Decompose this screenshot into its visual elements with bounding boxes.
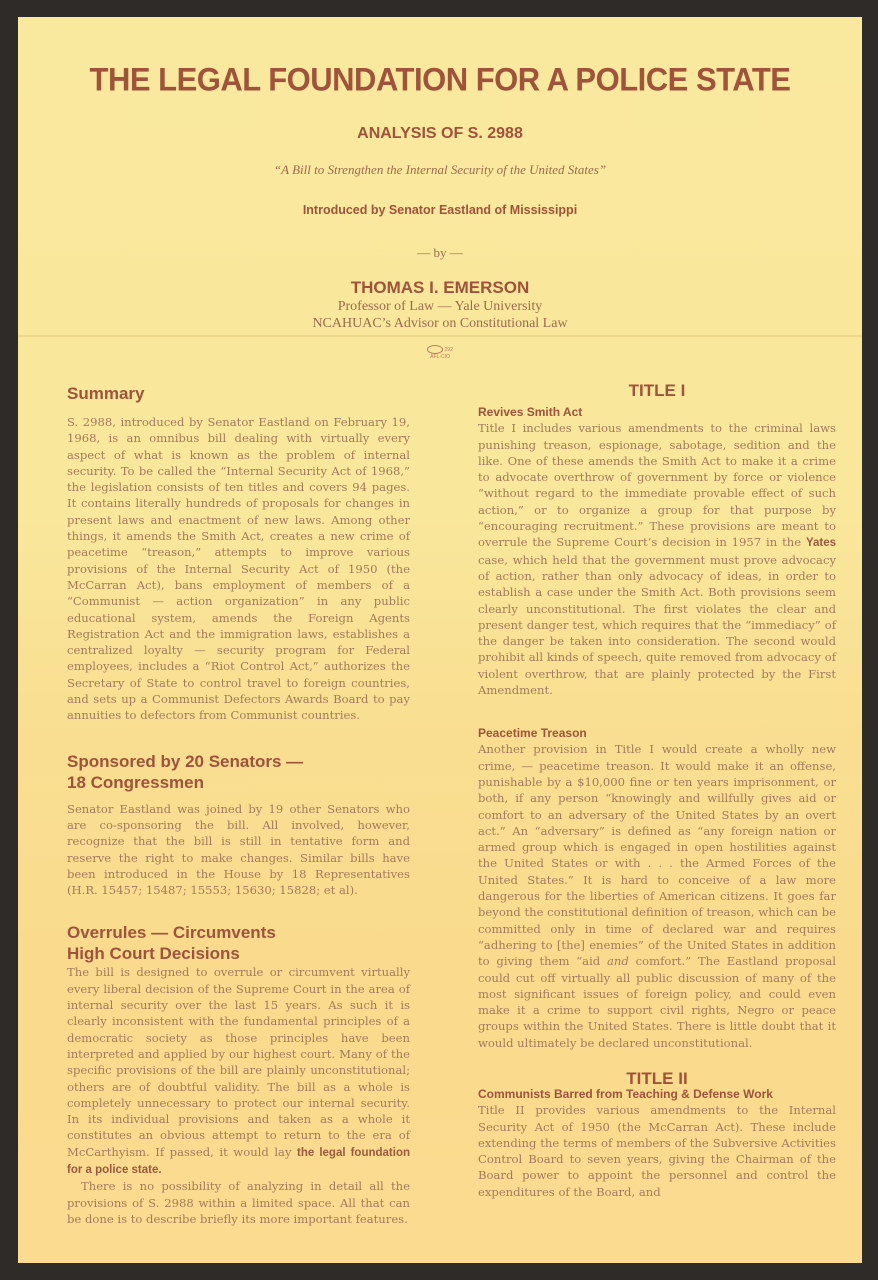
treason-text-1: Another provision in Title I would create a wholly new crime, — peacetime treason. It would make it an offense, punishable by a $10,000 fine or ten years imprisonment, or both, if any person “knowingly and willfully gives aid or comfort to an adversary of the United States by an overt act.” An “adversary” is defined as “any foreign nation or armed group which is engaged in open hostilities against the United States or with . . . the Armed Forces of the United States.” It is hard to conceive of a law more dangerous for the liberties of American citizens. It goes far beyond the constitutional definition of treason, which can be committed only in time of declared war and requires “adhering to [the] enemies” of the United States in addition to giving them “aid [478, 742, 836, 969]
treason-text-2: comfort.” The Eastland proposal could cut off virtually all public discussion of many of the most significant issues of foreign policy, and could even make it a crime to support civil rights, Negro or peace groups within the United States. There is little doubt that it would ultimately be declared unconstitutional. [478, 954, 836, 1050]
bill-quote: “A Bill to Strengthen the Internal Security of the United States” [273, 162, 607, 177]
peacetime-treason-body [478, 741, 836, 1051]
yates-case-emphasis: Yates [805, 537, 836, 550]
peacetime-treason-subheading: Peacetime Treason [478, 726, 587, 741]
title-2-heading: TITLE II [626, 1068, 688, 1088]
author-title-2: NCAHUAC’s Advisor on Constitutional Law [312, 316, 568, 331]
union-bug-icon [427, 345, 443, 354]
sponsored-body: Senator Eastland was joined by 19 other Senators who are co-sponsoring the bill. All involved, however, recognize that the bill is still in tentative form and reserve the right to make changes. Similar bills have been introduced in the House by 18 Representatives (H.R. 15457; 15487; 15553; 15630; 15828; et al). [67, 801, 410, 898]
police-state-emphasis: the legal foundation for a police state. [67, 1146, 410, 1176]
introduced-by: Introduced by Senator Eastland of Mississippi [302, 203, 578, 217]
document-page [18, 17, 862, 1263]
sponsored-heading-line-2: 18 Congressmen [67, 772, 204, 792]
by-line: — by — [417, 245, 463, 260]
document-subtitle: ANALYSIS OF S. 2988 [357, 125, 523, 142]
union-bug-number: 292 [444, 346, 453, 353]
author-title-1: Professor of Law — Yale University [337, 299, 543, 314]
right-column [478, 383, 836, 1200]
smith-act-body [478, 420, 836, 698]
title-2-subheading: Communists Barred from Teaching & Defense Work [478, 1087, 773, 1102]
title-1-heading: TITLE I [628, 381, 686, 400]
summary-body: S. 2988, introduced by Senator Eastland on February 19, 1968, is an omnibus bill dealing with virtually every aspect of what is known as the problem of internal security. To be called the “Internal Security Act of 1968,” the legislation consists of ten titles and covers 94 pages. It contains literally hundreds of proposals for changes in present laws and enactment of new laws. Among other things, it amends the Smith Act, creates a new crime of peacetime “treason,” attempts to improve various provisions of the Internal Security Act of 1950 (the McCarran Act), bans employment of members of a “Communist — action organization” in any public educational system, amends the Foreign Agents Registration Act and the immigration laws, establishes a centralized loyalty — security program for Federal employees, includes a “Riot Control Act,” authorizes the Secretary of State to control travel to foreign countries, and sets up a Communist Defectors Awards Board to pay annuities to defectors from Communist countries. [67, 415, 410, 723]
summary-heading: Summary [67, 384, 145, 403]
overrules-heading-line-2: High Court Decisions [67, 944, 240, 964]
smith-act-text-2: case, which held that the government must prove advocacy of action, rather than only advocacy of ideas, in order to establish a case under the Smith Act. Both provisions seem clearly unconstitutional. The first violates the clear and present danger test, which requires that the “immediacy” of the danger be taken into consideration. The second would prohibit all kinds of speech, quite removed from advocacy of violent overthrow, that are plainly protected by the First Amendment. [478, 552, 836, 698]
union-bug-logo [420, 345, 460, 365]
overrules-body [67, 964, 410, 1178]
sponsored-heading-line-1: Sponsored by 20 Senators — [67, 751, 304, 771]
left-column [67, 383, 410, 1227]
smith-act-subheading: Revives Smith Act [478, 405, 583, 420]
author-name: THOMAS I. EMERSON [350, 278, 530, 297]
and-emphasis: and [607, 954, 629, 969]
union-bug-label: AFL-CIO [430, 354, 450, 360]
overrules-body-text: The bill is designed to overrule or circumvent virtually every liberal decision of the Supreme Court in the area of internal security over the last 15 years. As such it is clearly inconsistent with the fundamental principles of a democratic society as those principles have been interpreted and applied by our highest court. Many of the specific provisions of the bill are plainly unconstitutional; others are of doubtful validity. The bill as a whole is completely unnecessary to protect our internal security. In its individual provisions and taken as a whole it constitutes an obvious attempt to return to the era of McCarthyism. If passed, it would lay [67, 965, 410, 1159]
overrules-heading-line-1: Overrules — Circumvents [67, 923, 276, 943]
overrules-body-2: There is no possibility of analyzing in detail all the provisions of S. 2988 within a limited space. All that can be done is to describe briefly its more important features. [67, 1179, 410, 1226]
title-2-body: Title II provides various amendments to the Internal Security Act of 1950 (the McCarran Act). These include extending the terms of members of the Subversive Activities Control Board to seven years, giving the Chairman of the Board power to appoint the personnel and control the expenditures of the Board, and [478, 1103, 836, 1199]
smith-act-text-1: Title I includes various amendments to the criminal laws punishing treason, espionage, sabotage, sedition and the like. One of these amends the Smith Act to make it a crime to advocate overthrow of government by force or violence “without regard to the immediate provable effect of such action,” or to organize a group for that purpose by “encouraging recruitment.” These provisions are meant to overrule the Supreme Court’s decision in 1957 in the [478, 421, 836, 550]
document-title: THE LEGAL FOUNDATION FOR A POLICE STATE [89, 61, 791, 98]
